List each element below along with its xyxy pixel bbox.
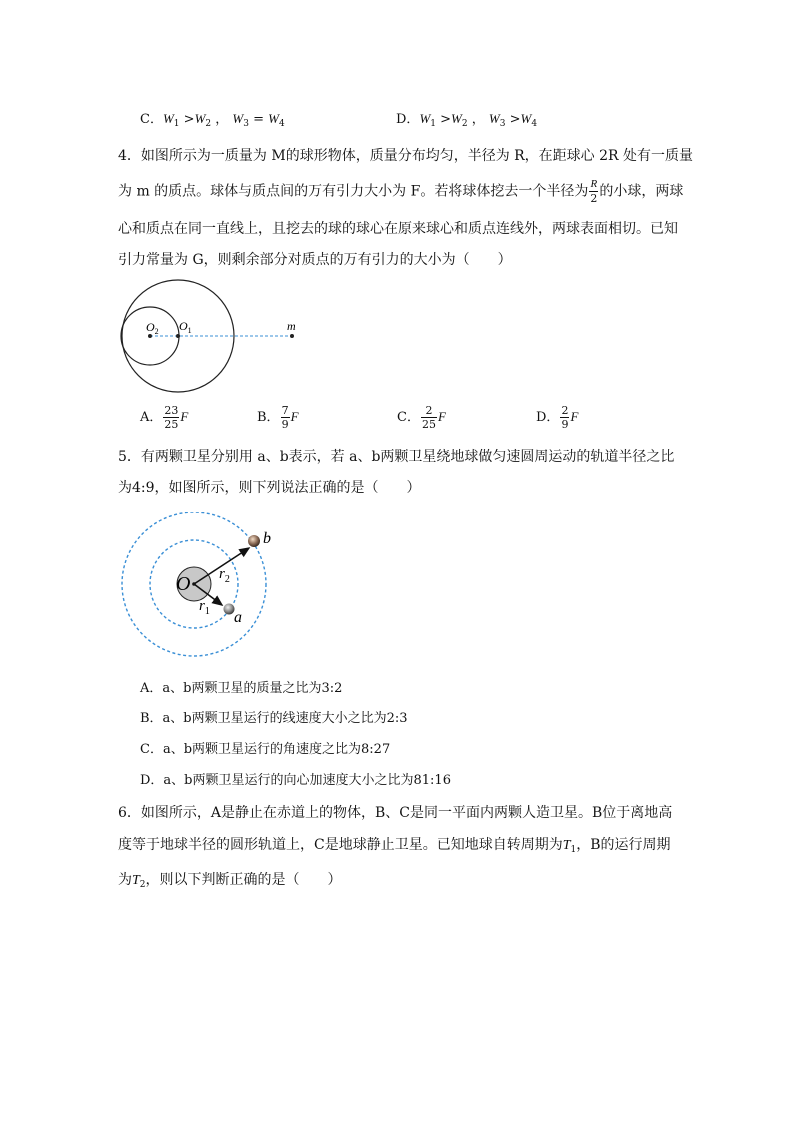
q4-stem-line-2: 为 m 的质点。球体与质点间的万有引力大小为 F。若将球体挖去一个半径为 $\frac{R}{2}$ 的小球，两球 <box>118 178 684 205</box>
q5-stem-line-1: 5．有两颗卫星分别用 a、b表示，若 a、b两颗卫星绕地球做匀速圆周运动的轨道半径之比 <box>118 449 675 465</box>
q4-option-d: D． $\frac{2}{9}$ F <box>536 404 579 431</box>
q5-option-b: B．a、b两颗卫星运行的线速度大小之比为2:3 <box>140 711 408 726</box>
q4-stem-line-4: 引力常量为 G，则剩余部分对质点的万有引力的大小为（ ） <box>118 252 512 268</box>
q4-option-b: B． $\frac{7}{9}$ F <box>257 404 299 431</box>
q6-stem-line-3: 为$T_2$，则以下判断正确的是（ ） <box>118 872 342 890</box>
q5-option-a: A．a、b两颗卫星的质量之比为3:2 <box>140 681 343 696</box>
q6-stem-line-1: 6．如图所示，A是静止在赤道上的物体，B、C是同一平面内两颗人造卫星。B位于离地高 <box>118 805 673 821</box>
r2-label: $r_2$ <box>219 566 230 585</box>
o1-label: $O_1$ <box>179 319 192 335</box>
m-label: m <box>287 319 296 333</box>
q5-option-c: C．a、b两颗卫星运行的角速度之比为8:27 <box>140 742 391 757</box>
o2-label: $O_2$ <box>146 320 159 336</box>
q4-sphere-figure <box>110 275 310 400</box>
o-label: O <box>176 573 191 595</box>
q4-option-a: A． $\frac{23}{25}$ F <box>140 404 189 431</box>
satellite-a <box>224 604 235 615</box>
q4-stem-line-3: 心和质点在同一直线上，且挖去的球的球心在原来球心和质点连线外，两球表面相切。已知 <box>118 221 678 237</box>
q3-option-d: D．$W_1 >W_2$ ， $W_3 >W_4$ <box>396 111 538 129</box>
q4-radius-fraction: $\frac{R}{2}$ <box>590 178 598 205</box>
a-label: a <box>234 609 242 626</box>
q5-stem-line-2: 为4:9，如图所示，则下列说法正确的是（ ） <box>118 480 421 496</box>
q5-orbit-figure <box>118 512 278 662</box>
q4-stem-line-1: 4．如图所示为一质量为 M的球形物体，质量分布均匀，半径为 R，在距球心 2R 处有一质量 <box>118 148 694 164</box>
center-point <box>192 582 196 586</box>
q5-option-d: D．a、b两颗卫星运行的向心加速度大小之比为81:16 <box>140 773 451 788</box>
satellite-b <box>248 535 260 547</box>
o2-point <box>148 334 152 338</box>
mass-point <box>290 334 294 338</box>
r1-label: $r_1$ <box>199 598 210 617</box>
q3-option-c: C．$W_1 >W_2$ ， $W_3 = W_4$ <box>140 111 285 129</box>
b-label: b <box>263 530 271 547</box>
q4-option-c: C． $\frac{2}{25}$ F <box>397 404 446 431</box>
o1-point <box>176 334 180 338</box>
q6-stem-line-2: 度等于地球半径的圆形轨道上，C是地球静止卫星。已知地球自转周期为$T_1$，B的运行周期 <box>118 837 671 855</box>
